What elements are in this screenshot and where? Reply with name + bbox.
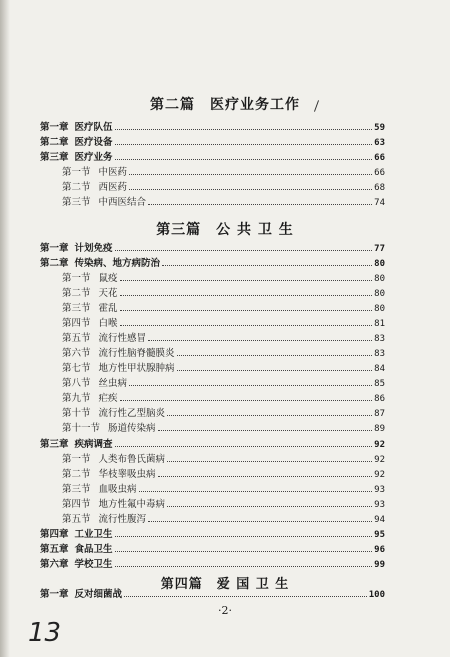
toc-chapter-row	[40, 558, 385, 571]
dot-leader	[115, 144, 373, 145]
dot-leader	[158, 476, 373, 477]
chapter-title: 医疗队伍	[74, 122, 113, 133]
toc-section-row	[62, 287, 385, 300]
section-number: 第二节	[62, 469, 91, 480]
toc-section-row	[62, 181, 385, 194]
section-number: 第一节	[62, 273, 91, 284]
page-ref: 83	[374, 334, 385, 344]
page-ref: 96	[374, 545, 385, 555]
page-number: ·2·	[218, 604, 232, 617]
section-number: 第七节	[62, 363, 91, 374]
dot-leader	[115, 159, 373, 160]
page-ref: 95	[374, 530, 385, 540]
section-number: 第三节	[62, 197, 91, 208]
page-ref: 86	[374, 394, 385, 404]
page-ref: 83	[374, 349, 385, 359]
chapter-title: 反对细菌战	[74, 589, 123, 600]
chapter-number: 第二章	[40, 258, 69, 269]
dot-leader	[129, 385, 372, 386]
section-number: 第五节	[62, 514, 91, 525]
page-ref: 94	[374, 515, 385, 525]
part-title: 第四篇 爱 国 卫 生	[160, 577, 290, 592]
page-ref: 100	[368, 590, 385, 600]
section-title: 人类布鲁氏菌病	[98, 454, 166, 465]
dot-leader	[120, 310, 373, 311]
section-title: 中西医结合	[98, 197, 147, 208]
toc-section-row	[62, 347, 385, 360]
section-number: 第十节	[62, 408, 91, 419]
section-title: 流行性腹泻	[98, 514, 147, 525]
section-title: 鼠疫	[98, 273, 118, 284]
section-number: 第五节	[62, 333, 91, 344]
page-ref: 92	[374, 455, 385, 465]
page-ref: 87	[374, 409, 385, 419]
section-title: 流行性脑脊髓膜炎	[98, 348, 175, 359]
toc-section-row	[62, 362, 385, 375]
page-ref: 80	[374, 289, 385, 299]
section-title: 白喉	[98, 318, 118, 329]
toc-chapter-row	[40, 151, 385, 164]
section-number: 第四节	[62, 499, 91, 510]
chapter-title: 工业卫生	[74, 529, 113, 540]
chapter-number: 第六章	[40, 559, 69, 570]
dot-leader	[177, 355, 373, 356]
handwritten-note: 13	[28, 618, 62, 648]
section-title: 地方性氟中毒病	[98, 499, 166, 510]
section-number: 第三节	[62, 484, 91, 495]
toc-section-row	[62, 407, 385, 420]
dot-leader	[162, 265, 372, 266]
section-number: 第十一节	[62, 423, 101, 434]
chapter-number: 第四章	[40, 529, 69, 540]
page-ref: 66	[374, 168, 385, 178]
toc-chapter-row	[40, 242, 385, 255]
section-number: 第四节	[62, 318, 91, 329]
toc-chapter-row	[40, 528, 385, 541]
toc-section-row	[62, 483, 385, 496]
page-ref: 63	[374, 138, 385, 148]
dot-leader	[167, 461, 372, 462]
section-number: 第九节	[62, 393, 91, 404]
section-title: 华枝睾吸虫病	[98, 469, 156, 480]
chapter-title: 疾病调查	[74, 439, 113, 450]
section-title: 肠道传染病	[108, 423, 156, 434]
section-title: 疟疾	[98, 393, 118, 404]
toc-section-row	[62, 196, 385, 209]
section-number: 第二节	[62, 288, 91, 299]
part-title: 第二篇 医疗业务工作	[150, 97, 300, 113]
dot-leader	[148, 204, 372, 205]
toc-chapter-row	[40, 136, 385, 149]
toc-section-row	[62, 468, 385, 481]
page-ref: 66	[374, 153, 385, 163]
page-ref: 93	[374, 485, 385, 495]
dot-leader	[120, 295, 373, 296]
dot-leader	[115, 446, 373, 447]
section-number: 第八节	[62, 378, 91, 389]
toc-section-row	[62, 302, 385, 315]
page-ref: 92	[374, 440, 385, 450]
dot-leader	[120, 280, 373, 281]
toc-section-row	[62, 377, 385, 390]
page-ref: 84	[374, 364, 385, 374]
chapter-number: 第三章	[40, 152, 69, 163]
toc-section-row	[62, 332, 385, 345]
page-ref: 85	[374, 379, 385, 389]
toc-chapter-row	[40, 438, 385, 451]
dot-leader	[167, 506, 372, 507]
toc-section-row	[62, 272, 385, 285]
dot-leader	[177, 370, 373, 371]
page-ref: 99	[374, 560, 385, 570]
chapter-number: 第一章	[40, 589, 69, 600]
toc-section-row	[62, 498, 385, 511]
chapter-title: 医疗业务	[74, 152, 113, 163]
toc-chapter-row	[40, 257, 385, 270]
toc-chapter-row	[40, 121, 385, 134]
section-number: 第一节	[62, 454, 91, 465]
section-title: 流行性感冒	[98, 333, 147, 344]
part-title: 第三篇 公 共 卫 生	[156, 222, 294, 238]
page-ref: 74	[374, 198, 385, 208]
chapter-title: 食品卫生	[74, 544, 113, 555]
toc-section-row	[62, 513, 385, 526]
chapter-number: 第一章	[40, 122, 69, 133]
dot-leader	[148, 521, 372, 522]
page-ref: 80	[374, 274, 385, 284]
toc-chapter-row	[40, 588, 385, 601]
dot-leader	[129, 189, 372, 190]
chapter-title: 医疗设备	[74, 137, 113, 148]
section-title: 中医药	[98, 167, 128, 178]
dot-leader	[129, 174, 372, 175]
chapter-title: 学校卫生	[74, 559, 113, 570]
toc-section-row	[62, 166, 385, 179]
chapter-title: 计划免疫	[74, 243, 113, 254]
dot-leader	[115, 129, 373, 130]
page-ref: 77	[374, 244, 385, 254]
dot-leader	[148, 340, 372, 341]
section-title: 天花	[98, 288, 118, 299]
page-ref: 68	[374, 183, 385, 193]
chapter-number: 第二章	[40, 137, 69, 148]
chapter-number: 第一章	[40, 243, 69, 254]
page-ref: 93	[374, 500, 385, 510]
dot-leader	[167, 415, 372, 416]
chapter-title: 传染病、地方病防治	[74, 258, 161, 269]
section-number: 第一节	[62, 167, 91, 178]
dot-leader	[120, 400, 373, 401]
toc-section-row	[62, 453, 385, 466]
chapter-number: 第五章	[40, 544, 69, 555]
dot-leader	[115, 566, 373, 567]
toc-section-row	[62, 392, 385, 405]
section-title: 丝虫病	[98, 378, 128, 389]
section-number: 第三节	[62, 303, 91, 314]
toc-chapter-row	[40, 543, 385, 556]
page-ref: 80	[374, 304, 385, 314]
dot-leader	[115, 536, 373, 537]
dot-leader	[115, 551, 373, 552]
section-title: 血吸虫病	[98, 484, 137, 495]
chapter-number: 第三章	[40, 439, 69, 450]
dot-leader	[124, 596, 367, 597]
dot-leader	[158, 430, 373, 431]
section-title: 霍乱	[98, 303, 118, 314]
section-title: 流行性乙型脑炎	[98, 408, 166, 419]
section-number: 第六节	[62, 348, 91, 359]
page-ref: 92	[374, 470, 385, 480]
page-ref: 89	[374, 424, 385, 434]
dot-leader	[120, 325, 373, 326]
dot-leader	[139, 491, 373, 492]
section-title: 地方性甲状腺肿病	[98, 363, 175, 374]
section-number: 第二节	[62, 182, 91, 193]
toc-section-row	[62, 317, 385, 330]
page-ref: 80	[374, 259, 385, 269]
page-ref: 81	[374, 319, 385, 329]
section-title: 西医药	[98, 182, 128, 193]
toc-section-row	[62, 422, 385, 435]
dot-leader	[115, 250, 373, 251]
page-ref: 59	[374, 123, 385, 133]
